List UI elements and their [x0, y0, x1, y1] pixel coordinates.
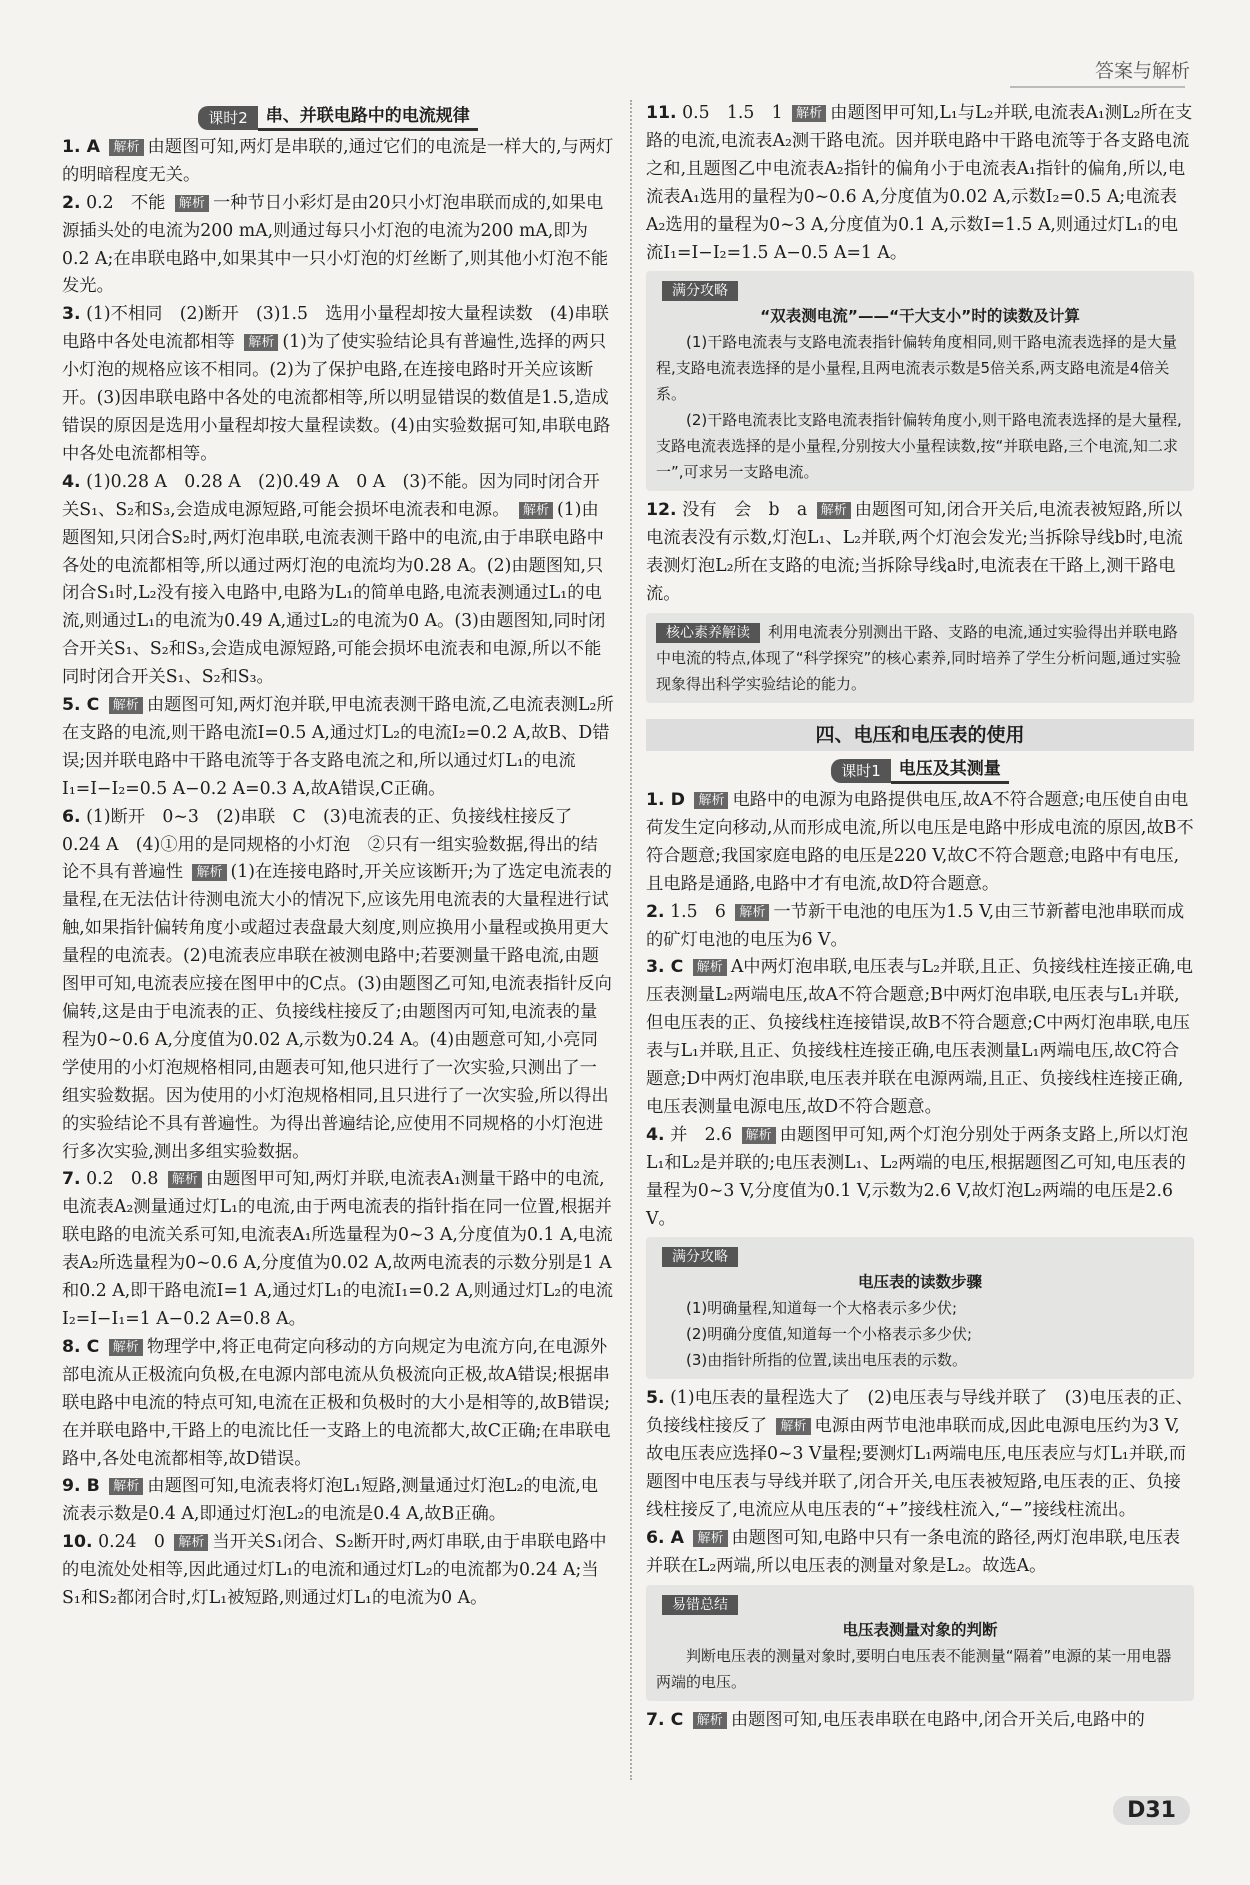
analysis-tag: 解析 — [742, 1127, 776, 1144]
tip-label: 满分攻略 — [662, 1247, 738, 1267]
answer-number: 2. — [62, 192, 81, 213]
analysis-text: 由题图可知,闭合开关后,电流表被短路,所以电流表没有示数,灯泡L₁、L₂并联,两个灯泡会发光;当拆除导线b时,电流表测灯泡L₂所在支路的电流;当拆除导线a时,电流表在干路上,测干路电流。 — [646, 500, 1183, 605]
mistake-box — [646, 1585, 1194, 1701]
lesson-title: 电压及其测量 — [891, 757, 1009, 784]
analysis-tag: 解析 — [109, 1339, 143, 1356]
core-literacy-box — [646, 613, 1194, 703]
tip-title: “双表测电流”——“干大支小”时的读数及计算 — [760, 307, 1080, 326]
answer-number: 4. — [62, 471, 81, 492]
answer-number: 1. D — [646, 789, 685, 810]
answer-item — [646, 100, 1194, 267]
answer-item — [646, 899, 1194, 955]
lesson-tag: 课时1 — [831, 759, 891, 783]
answer-number: 1. A — [62, 136, 100, 157]
right-column — [646, 100, 1194, 1735]
answer-value: (1)断开 0~3 (2)串联 C (3)电流表的正、负接线柱接反了 0.24 A (4)①用的是同规格的小灯泡 ②只有一组实验数据,得出的结论不具有普遍性 — [62, 806, 598, 883]
analysis-text: 由题图甲可知,两灯并联,电流表A₁测量干路中的电流,电流表A₂测量通过灯L₁的电流,由于两电流表的指针指在同一位置,根据并联电路的电流关系可知,电流表A₁所选量程为0~3 A,分度值为0.1 A,电流表A₂所选量程为0~0.6 A,分度值为0.02 A,故两电流表的示数分别是1 A和0.2 A,即干路电流I=1 A,通过灯L₁的电流I₁=0.2 A,则通过灯L₂的电流I₂=I−I₁=1 A−0.2 A=0.8 A。 — [62, 1169, 614, 1329]
answer-value: (1)电压表的量程选大了 (2)电压表与导线并联了 (3)电压表的正、负接线柱接反了 — [646, 1388, 1193, 1437]
tip-paragraph: (1)干路电流表与支路电流表指针偏转角度相同,则干路电流表选择的是大量程,支路电流表选择的是小量程,且两电流表示数是5倍关系,两支路电流是4倍关系。 — [656, 333, 1178, 404]
analysis-tag: 解析 — [694, 792, 728, 809]
left-column — [62, 100, 614, 1613]
tip-paragraph: (1)明确量程,知道每一个大格表示多少伏; — [686, 1299, 958, 1318]
analysis-tag: 解析 — [817, 502, 851, 519]
analysis-tag: 解析 — [792, 105, 826, 122]
analysis-tag: 解析 — [168, 1171, 202, 1188]
answer-number: 11. — [646, 103, 677, 123]
header-title: 答案与解析 — [1094, 60, 1190, 82]
analysis-tag: 解析 — [693, 959, 727, 976]
tip-label: 满分攻略 — [662, 281, 738, 301]
section-title: 四、电压和电压表的使用 — [646, 719, 1194, 751]
answer-value: 0.2 0.8 — [86, 1169, 159, 1190]
analysis-text: 一节新干电池的电压为1.5 V,由三节新蓄电池串联而成的矿灯电池的电压为6 V。 — [646, 901, 1185, 950]
lesson-title: 串、并联电路中的电流规律 — [258, 104, 478, 131]
analysis-text: 由题图甲可知,两个灯泡分别处于两条支路上,所以灯泡L₁和L₂是并联的;电压表测L₁、L₂两端的电压,根据题图乙可知,电压表的量程为0~3 V,分度值为0.1 V,示数为2.6 V,故灯泡L₂两端的电压是2.6 V。 — [646, 1124, 1189, 1229]
tip-paragraph: (2)干路电流表比支路电流表指针偏转角度小,则干路电流表选择的是大量程,支路电流表选择的是小量程,分别按大小量程读数,按“并联电路,三个电流,知二求一”,可求另一支路电流。 — [656, 411, 1182, 482]
analysis-text: (1)在连接电路时,开关应该断开;为了选定电流表的量程,在无法估计待测电流大小的情况下,应该先用电流表的大量程进行试触,如果指针偏转角度小或超过表盘最大刻度,则应换用小量程或换用更大量程的电流表。(2)电流表应串联在被测电路中;若要测量干路电流,由题图甲可知,电流表应接在图甲中的C点。(3)由题图乙可知,电流表指针反向偏转,这是由于电流表的正、负接线柱接反了;由题图丙可知,电流表的量程为0~0.6 A,分度值为0.02 A,示数为0.24 A。(4)由题意可知,小亮同学使用的小灯泡规格相同,由题表可知,他只进行了一次实验,只测出了一组实验数据。因为使用的小灯泡规格相同,且只进行了一次实验,所以得出的实验结论不具有普遍性。为得出普遍结论,应使用不同规格的小灯泡进行多次实验,测出多组实验数据。 — [62, 862, 612, 1162]
lesson-heading — [646, 757, 1194, 785]
core-text: 利用电流表分别测出干路、支路的电流,通过实验得出并联电路中电流的特点,体现了“科学探究”的核心素养,同时培养了学生分析问题,通过实验现象得出科学实验结论的能力。 — [656, 623, 1181, 694]
analysis-tag: 解析 — [174, 1534, 208, 1551]
analysis-text: 物理学中,将正电荷定向移动的方向规定为电流方向,在电源外部电流从正极流向负极,在电源内部电流从负极流向正极,故A错误;根据串联电路中电流的特点可知,电流在正极和负极时的大小是相等的,故B错误;在并联电路中,干路上的电流比任一支路上的电流都大,故C正确;在串联电路中,各处电流都相等,故D错误。 — [62, 1336, 611, 1469]
answer-number: 8. C — [62, 1336, 100, 1357]
answer-number: 12. — [646, 500, 677, 521]
answer-item — [646, 497, 1194, 609]
analysis-tag: 解析 — [175, 195, 209, 212]
analysis-tag: 解析 — [109, 139, 143, 156]
answer-value: (1)不相同 (2)断开 (3)1.5 选用小量程却按大量程读数 (4)串联电路中各处电流都相等 — [62, 304, 609, 353]
answer-item — [62, 1334, 614, 1474]
core-label: 核心素养解读 — [656, 623, 760, 643]
tip-box — [646, 271, 1194, 491]
answer-number: 7. C — [646, 1709, 684, 1730]
answer-item — [62, 134, 614, 190]
column-divider — [630, 100, 632, 1780]
tip-box — [646, 1237, 1194, 1379]
analysis-tag: 解析 — [693, 1530, 727, 1547]
tip-paragraph: (2)明确分度值,知道每一个小格表示多少伏; — [686, 1325, 973, 1344]
analysis-tag: 解析 — [109, 1478, 143, 1495]
analysis-text: 当开关S₁闭合、S₂断开时,两灯串联,由于串联电路中的电流处处相等,因此通过灯L₁的电流和通过灯L₂的电流都为0.24 A;当S₁和S₂都闭合时,灯L₁被短路,则通过灯L₁的电流为0 A。 — [62, 1532, 607, 1609]
answer-item — [646, 1525, 1194, 1581]
answer-item — [62, 301, 614, 468]
answer-value: 0.2 不能 — [86, 192, 166, 213]
answer-number: 5. C — [62, 695, 100, 716]
answer-item — [646, 954, 1194, 1121]
answer-number: 3. — [62, 304, 81, 325]
answer-item — [646, 1707, 1194, 1735]
analysis-tag: 解析 — [776, 1418, 810, 1435]
page-number: D31 — [1113, 1796, 1190, 1825]
answer-item — [62, 804, 614, 1167]
analysis-text: A中两灯泡串联,电压表与L₂并联,且正、负接线柱连接正确,电压表测量L₂两端电压,故A不符合题意;B中两灯泡串联,电压表与L₁并联,但电压表的正、负接线柱连接错误,故B不符合题意;C中两灯泡串联,电压表与L₁并联,且正、负接线柱连接正确,电压表测量L₁两端电压,故C符合题意;D中两灯泡串联,电压表并联在电源两端,且正、负接线柱连接正确,电压表测量电源电压,故D不符合题意。 — [646, 957, 1193, 1117]
header-rule — [1010, 86, 1185, 88]
mistake-paragraph: 判断电压表的测量对象时,要明白电压表不能测量“隔着”电源的某一用电器两端的电压。 — [656, 1646, 1172, 1691]
analysis-tag: 解析 — [244, 334, 278, 351]
answer-value: 并 2.6 — [670, 1124, 733, 1145]
tip-paragraph: (3)由指针所指的位置,读出电压表的示数。 — [686, 1351, 968, 1370]
answer-value: 0.24 0 — [98, 1532, 165, 1553]
answer-number: 3. C — [646, 957, 684, 978]
mistake-label: 易错总结 — [662, 1595, 738, 1615]
answer-value: (1)0.28 A 0.28 A (2)0.49 A 0 A (3)不能。因为同时闭合开关S₁、S₂和S₃,会造成电源短路,可能会损坏电流表和电源。 — [62, 471, 600, 520]
analysis-text: 电路中的电源为电路提供电压,故A不符合题意;电压使自由电荷发生定向移动,从而形成电流,所以电压是电路中形成电流的原因,故B不符合题意;我国家庭电路的电压是220 V,故C不符合题意;电路中有电压,且电路是通路,电路中才有电流,故D符合题意。 — [646, 789, 1194, 894]
analysis-text: 由题图可知,电流表将灯泡L₁短路,测量通过灯泡L₂的电流,电流表示数是0.4 A,即通过灯泡L₂的电流是0.4 A,故B正确。 — [62, 1476, 599, 1525]
answer-item — [62, 1166, 614, 1333]
analysis-text: 由题图可知,电压表串联在电路中,闭合开关后,电路中的 — [730, 1709, 1145, 1730]
answer-number: 6. A — [646, 1528, 684, 1548]
answer-item — [646, 1122, 1194, 1234]
answer-item — [646, 1385, 1194, 1525]
answer-number: 7. — [62, 1169, 81, 1190]
analysis-text: 电源由两节电池串联而成,因此电源电压约为3 V,故电压表应选择0~3 V量程;要测灯L₁两端电压,电压表应与灯L₁并联,而题图中电压表与导线并联了,闭合开关,电压表被短路,电压表的正、负接线柱接反了,电流应从电压表的“+”接线柱流入,“−”接线柱流出。 — [646, 1416, 1187, 1521]
analysis-tag: 解析 — [109, 697, 143, 714]
analysis-tag: 解析 — [735, 904, 769, 921]
answer-number: 2. — [646, 901, 665, 922]
answer-item — [62, 1529, 614, 1613]
answer-number: 5. — [646, 1388, 665, 1409]
answer-item — [646, 787, 1194, 899]
answer-number: 4. — [646, 1124, 665, 1145]
lesson-heading — [62, 104, 614, 132]
analysis-text: (1)为了使实验结论具有普遍性,选择的两只小灯泡的规格应该不相同。(2)为了保护电路,在连接电路时开关应该断开。(3)因串联电路中各处的电流都相等,所以明显错误的数值是1.5,造成错误的原因是选用小量程却按大量程读数。(4)由实验数据可知,串联电路中各处电流都相等。 — [62, 332, 611, 464]
tip-title: 电压表的读数步骤 — [857, 1273, 982, 1292]
answer-item — [62, 1473, 614, 1529]
answer-item — [62, 469, 614, 692]
analysis-tag: 解析 — [519, 502, 553, 519]
analysis-text: 一种节日小彩灯是由20只小灯泡串联而成的,如果电源插头处的电流为200 mA,则通过每只小灯泡的电流为200 mA,即为0.2 A;在串联电路中,如果其中一只小灯泡的灯丝断了,则其他小灯泡不能发光。 — [62, 192, 609, 297]
analysis-tag: 解析 — [192, 864, 226, 881]
analysis-text: (1)由题图知,只闭合S₂时,两灯泡串联,电流表测干路中的电流,由于串联电路中各处的电流都相等,所以通过两灯泡的电流均为0.28 A。(2)由题图知,只闭合S₁时,L₂没有接入电路中,电路为L₁的简单电路,电流表测通过L₁的电流,则通过L₁的电流为0.49 A,通过L₂的电流为0 A。(3)由题图知,同时闭合开关S₁、S₂和S₃,会造成电源短路,可能会损坏电流表和电源,所以不能同时闭合开关S₁、S₂和S₃。 — [62, 499, 606, 688]
answer-item — [62, 692, 614, 804]
analysis-text: 由题图可知,两灯泡并联,甲电流表测干路电流,乙电流表测L₂所在支路的电流,则干路电流I=0.5 A,通过灯L₂的电流I₂=0.2 A,故B、D错误;因并联电路中干路电流等于各支路电流之和,所以通过灯L₁的电流I₁=I−I₂=0.5 A−0.2 A=0.3 A,故A错误,C正确。 — [62, 695, 614, 799]
analysis-text: 由题图可知,两灯是串联的,通过它们的电流是一样大的,与两灯的明暗程度无关。 — [62, 136, 614, 185]
analysis-text: 由题图可知,电路中只有一条电流的路径,两灯泡串联,电压表并联在L₂两端,所以电压表的测量对象是L₂。故选A。 — [646, 1528, 1181, 1576]
analysis-text: 由题图甲可知,L₁与L₂并联,电流表A₁测L₂所在支路的电流,电流表A₂测干路电流。因并联电路中干路电流等于各支路电流之和,且题图乙中电流表A₂指针的偏角小于电流表A₁指针的偏角,所以,电流表A₁选用的量程为0~0.6 A,分度值为0.02 A,示数I₂=0.5 A;电流表A₂选用的量程为0~3 A,分度值为0.1 A,示数I=1.5 A,则通过灯L₁的电流I₁=I−I₂=1.5 A−0.5 A=1 A。 — [646, 103, 1193, 263]
answer-number: 6. — [62, 806, 81, 827]
analysis-tag: 解析 — [693, 1712, 727, 1729]
mistake-title: 电压表测量对象的判断 — [842, 1620, 998, 1639]
answer-value: 0.5 1.5 1 — [682, 103, 783, 123]
answer-number: 10. — [62, 1532, 93, 1553]
answer-value: 1.5 6 — [670, 901, 726, 922]
answer-value: 没有 会 b a — [682, 500, 808, 521]
answer-number: 9. B — [62, 1476, 100, 1497]
lesson-tag: 课时2 — [198, 106, 258, 130]
answer-item — [62, 190, 614, 302]
